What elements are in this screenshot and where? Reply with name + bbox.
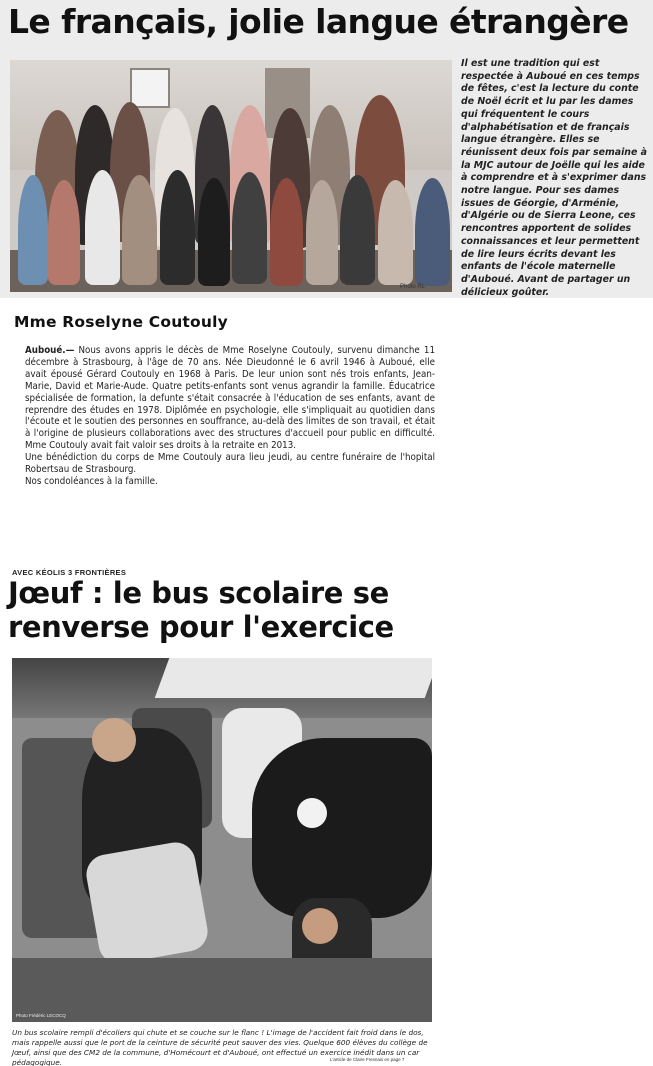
group-photo-children — [10, 60, 452, 292]
article-body: Il est une tradition qui est respectée à Auboué en ces temps de fêtes, c'est la lecture du conte de Noël écrit et lu par les dames qui fréquentent le cours d'alphabétisation et de français langue étrangère. Elles se réunissent deux fois par semaine à la MJC autour de Joëlle qui les aide à comprendre et à s'exprimer dans notre langue. Pour ses dames issues de Géorgie, d'Arménie, d'Algérie ou de Sierra Leone, ces rencontres apportent de solides connaissances et leur permettent de lire leurs écrits devant les enfants de l'école maternelle d'Auboué. Avant de partager un délicieux goûter. — [461, 58, 647, 298]
article-title: Le français, jolie langue étrangère — [8, 2, 629, 41]
article-kicker: AVEC KÉOLIS 3 FRONTIÈRES — [12, 568, 127, 577]
article-french-language — [0, 0, 653, 298]
caption-reference: L'article de Claire Fresnais en page 7 — [330, 1057, 405, 1062]
obituary-paragraph: Nous avons appris le décès de Mme Roselyne Coutouly, survenu dimanche 11 décembre à Strasbourg, à l'âge de 70 ans. Née Dieudonné le 6 avril 1946 à Auboué, elle avait épousé Gérard Coutouly en 1968 à Paris. De leur union sont nés trois enfants, Jean-Marie, David et Marie-Aude. Quatre petits-enfants sont venus agrandir la famille. Éducatrice spécialisée de formation, la defunte s'était consacrée à l'éducation de ses enfants, avant de reprendre des études en 1978. Diplômée en psychologie, elle s'impliquait au quotidien dans l'écoute et le soutien des personnes en souffrance, au-delà des limites de son travail, et était à l'origine de plusieurs collaborations avec des structures d'accueil pour public en difficulté. Mme Coutouly avait fait valoir ses droits à la retraite en 2013. — [25, 345, 435, 452]
photo-credit: Photo RL — [400, 284, 426, 290]
obituary-body — [25, 345, 435, 488]
obituary-paragraph: Nos condoléances à la famille. — [25, 475, 158, 487]
article-title: Jœuf : le bus scolaire se renverse pour l'exercice — [8, 576, 394, 644]
photo-caption: Un bus scolaire rempli d'écoliers qui chute et se couche sur le flanc ! L'image de l'accident fait froid dans le dos, mais rappelle aussi que le port de la ceinture de sécurité peut sauver des vies. Quelque 600 élèves du collège de Jœuf, ainsi que des CM2 de la commune, d'Homécourt et d'Auboué, ont effectué un exercice inédit dans un car pédagogique. — [12, 1028, 428, 1066]
obituary-paragraph: Une bénédiction du corps de Mme Coutouly aura lieu jeudi, au centre funéraire de l'hopital Robertsau de Strasbourg. — [25, 452, 435, 476]
dateline: Auboué.— — [25, 345, 75, 356]
bus-exercise-photo — [12, 658, 432, 1022]
photo-credit: Photo Frédéric LECOCQ — [16, 1013, 66, 1018]
obituary-title: Mme Roselyne Coutouly — [14, 313, 228, 331]
